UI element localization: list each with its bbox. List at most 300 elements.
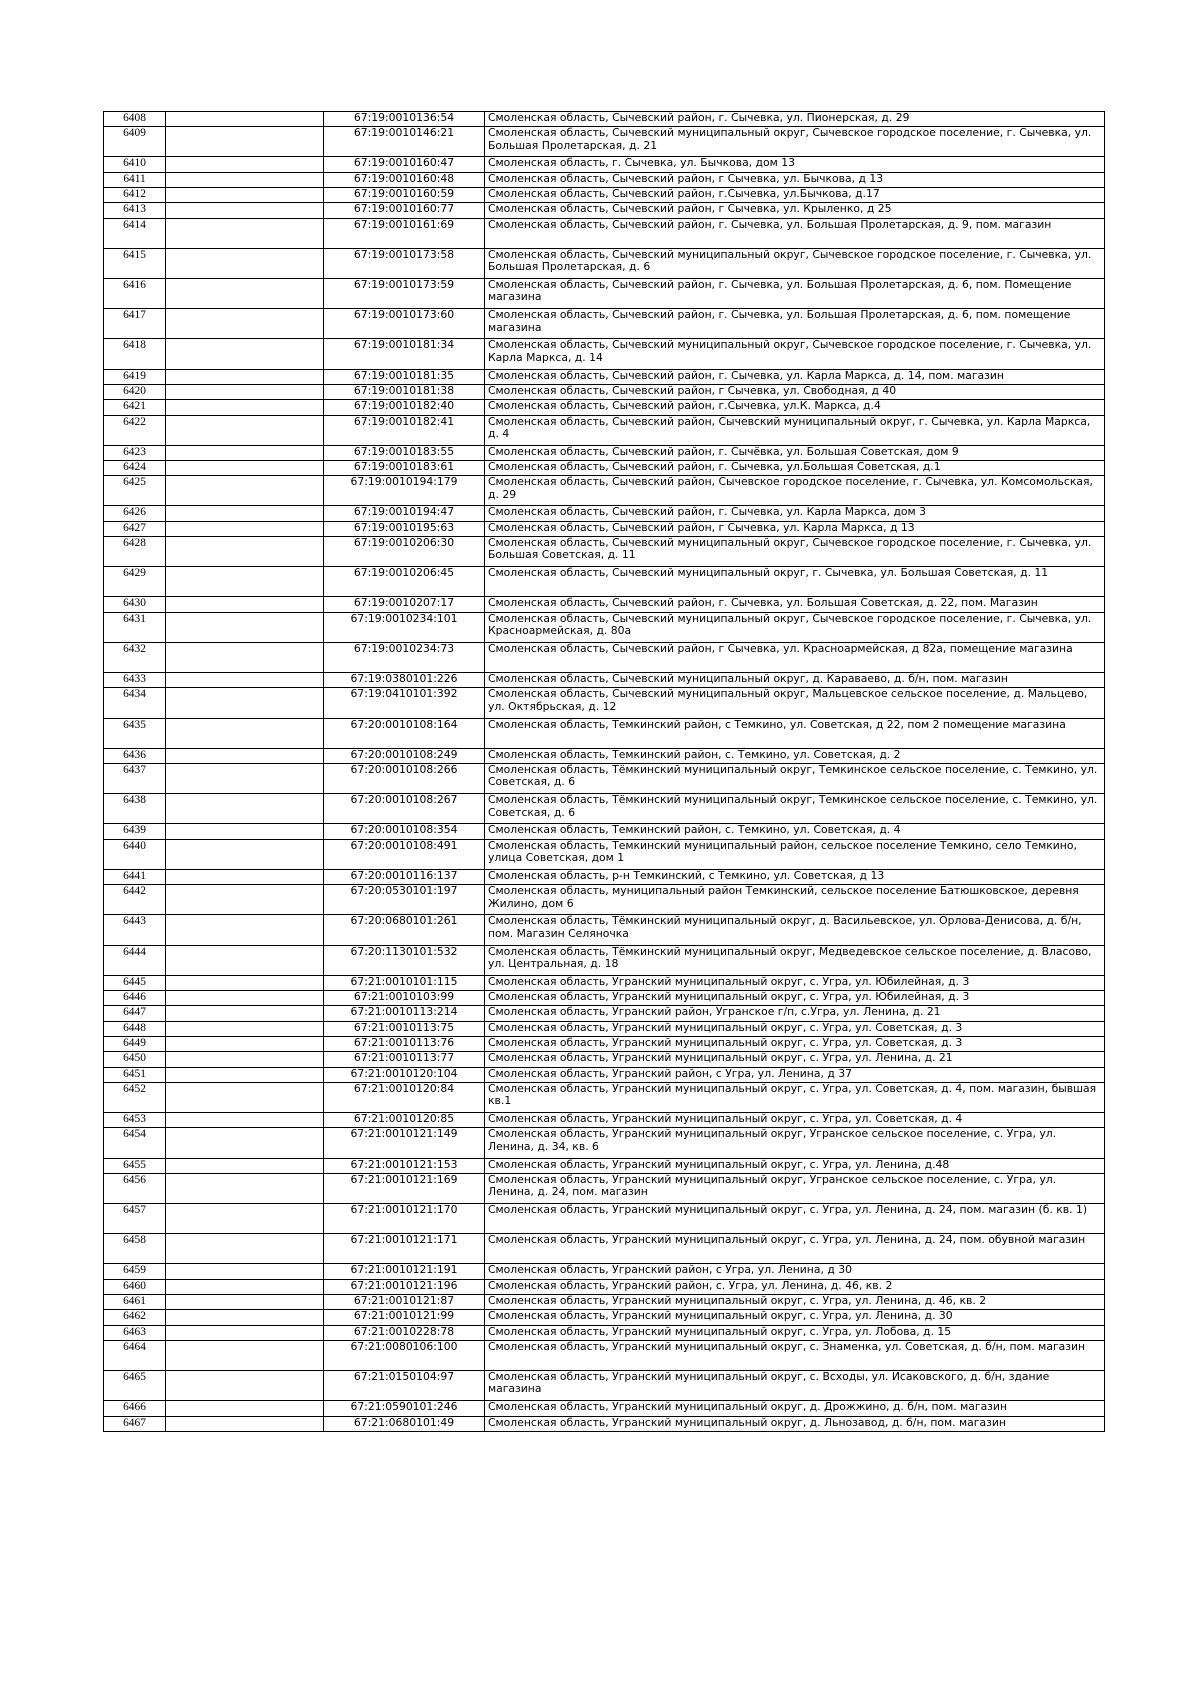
table-row (104, 1295, 1105, 1310)
empty-cell (166, 1006, 324, 1021)
row-number-cell: 6449 (104, 1036, 166, 1051)
cadastral-number-cell: 67:20:0010116:137 (324, 869, 485, 884)
empty-cell (166, 1325, 324, 1340)
empty-cell (166, 764, 324, 794)
cadastral-number-cell: 67:21:0010121:170 (324, 1204, 485, 1234)
cadastral-number-cell: 67:21:0010120:84 (324, 1082, 485, 1112)
address-cell: Смоленская область, Угранский муниципальный округ, с. Угра, ул. Советская, д. 3 (485, 1036, 1105, 1051)
row-number-cell: 6415 (104, 248, 166, 278)
row-number-cell: 6452 (104, 1082, 166, 1112)
empty-cell (166, 188, 324, 203)
table-row (104, 339, 1105, 369)
address-cell: Смоленская область, Сычевский район, г Сычевка, ул. Бычкова, д 13 (485, 172, 1105, 187)
cadastral-number-cell: 67:21:0590101:246 (324, 1401, 485, 1416)
empty-cell (166, 991, 324, 1006)
table-row (104, 915, 1105, 945)
empty-cell (166, 1204, 324, 1234)
table-row (104, 112, 1105, 127)
address-cell: Смоленская область, Угранский муниципальный округ, д. Дрожжино, д. б/н, пом. магазин (485, 1401, 1105, 1416)
row-number-cell: 6426 (104, 506, 166, 521)
table-row (104, 642, 1105, 672)
address-cell: Смоленская область, муниципальный район Темкинский, сельское поселение Батюшковское, деревня Жилино, дом 6 (485, 885, 1105, 915)
empty-cell (166, 673, 324, 688)
row-number-cell: 6464 (104, 1340, 166, 1370)
table-row (104, 188, 1105, 203)
address-cell: Смоленская область, Сычевский район, г. Сычевка, ул.Большая Советская, д.1 (485, 460, 1105, 475)
empty-cell (166, 975, 324, 990)
row-number-cell: 6466 (104, 1401, 166, 1416)
cadastral-number-cell: 67:21:0010121:196 (324, 1279, 485, 1294)
address-cell: Смоленская область, Угранский муниципальный округ, с. Угра, ул. Юбилейная, д. 3 (485, 991, 1105, 1006)
empty-cell (166, 567, 324, 597)
empty-cell (166, 1113, 324, 1128)
address-cell: Смоленская область, Сычевский район, г. Сычёвка, ул. Большая Советская, дом 9 (485, 445, 1105, 460)
cadastral-number-cell: 67:19:0010181:38 (324, 384, 485, 399)
row-number-cell: 6462 (104, 1310, 166, 1325)
address-cell: Смоленская область, Угранский муниципальный округ, с. Угра, ул. Ленина, д. 24, пом. магазин (б. кв. 1) (485, 1204, 1105, 1234)
row-number-cell: 6423 (104, 445, 166, 460)
table-row (104, 1279, 1105, 1294)
table-row (104, 718, 1105, 748)
address-cell: Смоленская область, Сычевский район, г. Сычевка, ул. Большая Советская, д. 22, пом. Магазин (485, 597, 1105, 612)
cadastral-number-cell: 67:20:0010108:164 (324, 718, 485, 748)
row-number-cell: 6416 (104, 279, 166, 309)
row-number-cell: 6412 (104, 188, 166, 203)
address-cell: Смоленская область, Сычевский район, г. Сычевка, ул. Большая Пролетарская, д. 6, пом. Помещение магазина (485, 279, 1105, 309)
empty-cell (166, 384, 324, 399)
address-cell: Смоленская область, Угранский муниципальный округ, с. Угра, ул. Ленина, д. 30 (485, 1310, 1105, 1325)
cadastral-number-cell: 67:19:0010195:63 (324, 521, 485, 536)
empty-cell (166, 794, 324, 824)
table-row (104, 172, 1105, 187)
cadastral-number-cell: 67:21:0680101:49 (324, 1416, 485, 1431)
address-cell: Смоленская область, Угранский муниципальный округ, д. Льнозавод, д. б/н, пом. магазин (485, 1416, 1105, 1431)
cadastral-number-cell: 67:19:0010136:54 (324, 112, 485, 127)
table-row (104, 839, 1105, 869)
row-number-cell: 6456 (104, 1173, 166, 1203)
empty-cell (166, 172, 324, 187)
row-number-cell: 6467 (104, 1416, 166, 1431)
cadastral-number-cell: 67:19:0010160:59 (324, 188, 485, 203)
address-cell: Смоленская область, Сычевский район, г. Сычевка, ул. Большая Пролетарская, д. 9, пом. магазин (485, 218, 1105, 248)
table-row (104, 1264, 1105, 1279)
empty-cell (166, 885, 324, 915)
cadastral-number-cell: 67:19:0010161:69 (324, 218, 485, 248)
cadastral-number-cell: 67:19:0010206:45 (324, 567, 485, 597)
address-cell: Смоленская область, Сычевский муниципальный округ, Сычевское городское поселение, г. Сычевка, ул. Карла Маркса, д. 14 (485, 339, 1105, 369)
address-cell: Смоленская область, Сычевский район, г.Сычевка, ул.Бычкова, д.17 (485, 188, 1105, 203)
row-number-cell: 6419 (104, 369, 166, 384)
table-row (104, 127, 1105, 157)
cadastral-number-cell: 67:21:0010121:99 (324, 1310, 485, 1325)
table-row (104, 1067, 1105, 1082)
table-row (104, 748, 1105, 763)
address-cell: Смоленская область, Сычевский муниципальный округ, Мальцевское сельское поселение, д. Мальцево, ул. Октябрьская, д. 12 (485, 688, 1105, 718)
table-row (104, 521, 1105, 536)
table-row (104, 1325, 1105, 1340)
empty-cell (166, 203, 324, 218)
address-cell: Смоленская область, р-н Темкинский, с Темкино, ул. Советская, д 13 (485, 869, 1105, 884)
cadastral-number-cell: 67:21:0010121:191 (324, 1264, 485, 1279)
table-row (104, 1052, 1105, 1067)
address-cell: Смоленская область, Темкинский район, с. Темкино, ул. Советская, д. 2 (485, 748, 1105, 763)
table-row (104, 991, 1105, 1006)
cadastral-number-cell: 67:19:0380101:226 (324, 673, 485, 688)
cadastral-number-cell: 67:20:1130101:532 (324, 945, 485, 975)
cadastral-number-cell: 67:21:0010120:85 (324, 1113, 485, 1128)
cadastral-number-cell: 67:19:0010181:34 (324, 339, 485, 369)
table-row (104, 369, 1105, 384)
cadastral-number-cell: 67:20:0010108:354 (324, 824, 485, 839)
table-row (104, 279, 1105, 309)
cadastral-number-cell: 67:19:0010181:35 (324, 369, 485, 384)
row-number-cell: 6418 (104, 339, 166, 369)
empty-cell (166, 521, 324, 536)
address-cell: Смоленская область, Сычевский муниципальный округ, Сычевское городское поселение, г. Сычевка, ул. Большая Советская, д. 11 (485, 537, 1105, 567)
address-cell: Смоленская область, Угранский муниципальный округ, с. Угра, ул. Ленина, д. 46, кв. 2 (485, 1295, 1105, 1310)
address-cell: Смоленская область, Сычевский муниципальный округ, Сычевское городское поселение, г. Сычевка, ул. Большая Пролетарская, д. 6 (485, 248, 1105, 278)
address-cell: Смоленская область, Угранский район, с Угра, ул. Ленина, д 37 (485, 1067, 1105, 1082)
empty-cell (166, 1279, 324, 1294)
table-row (104, 1234, 1105, 1264)
table-row (104, 1158, 1105, 1173)
row-number-cell: 6432 (104, 642, 166, 672)
empty-cell (166, 476, 324, 506)
address-cell: Смоленская область, Тёмкинский муниципальный округ, Темкинское сельское поселение, с. Темкино, ул. Советская, д. 6 (485, 764, 1105, 794)
row-number-cell: 6435 (104, 718, 166, 748)
table-row (104, 764, 1105, 794)
row-number-cell: 6437 (104, 764, 166, 794)
cadastral-number-cell: 67:21:0080106:100 (324, 1340, 485, 1370)
cadastral-number-cell: 67:19:0010146:21 (324, 127, 485, 157)
address-cell: Смоленская область, Угранский район, с. Угра, ул. Ленина, д. 46, кв. 2 (485, 1279, 1105, 1294)
table-row (104, 248, 1105, 278)
row-number-cell: 6447 (104, 1006, 166, 1021)
empty-cell (166, 688, 324, 718)
table-row (104, 157, 1105, 172)
table-row (104, 218, 1105, 248)
empty-cell (166, 415, 324, 445)
address-cell: Смоленская область, Сычевский муниципальный округ, Сычевское городское поселение, г. Сычевка, ул. Большая Пролетарская, д. 21 (485, 127, 1105, 157)
cadastral-number-cell: 67:19:0010194:47 (324, 506, 485, 521)
row-number-cell: 6431 (104, 612, 166, 642)
empty-cell (166, 839, 324, 869)
table-row (104, 612, 1105, 642)
address-cell: Смоленская область, Тёмкинский муниципальный округ, Медведевское сельское поселение, д. Власово, ул. Центральная, д. 18 (485, 945, 1105, 975)
empty-cell (166, 537, 324, 567)
cadastral-number-cell: 67:19:0010234:101 (324, 612, 485, 642)
cadastral-number-cell: 67:19:0010173:60 (324, 309, 485, 339)
address-cell: Смоленская область, Сычевский район, г. Сычевка, ул. Карла Маркса, д. 14, пом. магазин (485, 369, 1105, 384)
row-number-cell: 6409 (104, 127, 166, 157)
row-number-cell: 6417 (104, 309, 166, 339)
table-row (104, 673, 1105, 688)
table-row (104, 975, 1105, 990)
empty-cell (166, 612, 324, 642)
address-cell: Смоленская область, Угранский муниципальный округ, с. Угра, ул. Лобова, д. 15 (485, 1325, 1105, 1340)
empty-cell (166, 1128, 324, 1158)
cadastral-number-cell: 67:20:0010108:267 (324, 794, 485, 824)
row-number-cell: 6455 (104, 1158, 166, 1173)
cadastral-number-cell: 67:19:0010182:41 (324, 415, 485, 445)
table-row (104, 869, 1105, 884)
cadastral-number-cell: 67:19:0010160:48 (324, 172, 485, 187)
table-row (104, 1021, 1105, 1036)
table-row (104, 1416, 1105, 1431)
empty-cell (166, 218, 324, 248)
table-row (104, 1082, 1105, 1112)
empty-cell (166, 127, 324, 157)
empty-cell (166, 748, 324, 763)
row-number-cell: 6424 (104, 460, 166, 475)
empty-cell (166, 248, 324, 278)
cadastral-number-cell: 67:19:0010194:179 (324, 476, 485, 506)
cadastral-number-cell: 67:21:0010113:214 (324, 1006, 485, 1021)
row-number-cell: 6429 (104, 567, 166, 597)
row-number-cell: 6421 (104, 400, 166, 415)
empty-cell (166, 112, 324, 127)
empty-cell (166, 1310, 324, 1325)
empty-cell (166, 915, 324, 945)
cadastral-number-cell: 67:19:0010160:47 (324, 157, 485, 172)
row-number-cell: 6463 (104, 1325, 166, 1340)
table-row (104, 309, 1105, 339)
empty-cell (166, 1021, 324, 1036)
address-cell: Смоленская область, Темкинский муниципальный район, сельское поселение Темкино, село Темкино, улица Советская, дом 1 (485, 839, 1105, 869)
row-number-cell: 6457 (104, 1204, 166, 1234)
cadastral-number-cell: 67:21:0010121:153 (324, 1158, 485, 1173)
cadastral-number-cell: 67:21:0010103:99 (324, 991, 485, 1006)
cadastral-number-cell: 67:20:0010108:491 (324, 839, 485, 869)
empty-cell (166, 460, 324, 475)
row-number-cell: 6408 (104, 112, 166, 127)
cadastral-number-cell: 67:21:0010120:104 (324, 1067, 485, 1082)
empty-cell (166, 309, 324, 339)
table-row (104, 506, 1105, 521)
cadastral-number-cell: 67:20:0530101:197 (324, 885, 485, 915)
address-cell: Смоленская область, Угранский муниципальный округ, с. Угра, ул. Советская, д. 4 (485, 1113, 1105, 1128)
address-cell: Смоленская область, Сычевский район, г. Сычевка, ул. Пионерская, д. 29 (485, 112, 1105, 127)
empty-cell (166, 400, 324, 415)
table-row (104, 445, 1105, 460)
register-table-body (104, 112, 1105, 1432)
table-row (104, 885, 1105, 915)
empty-cell (166, 279, 324, 309)
address-cell: Смоленская область, Угранский муниципальный округ, с. Угра, ул. Ленина, д. 24, пом. обувной магазин (485, 1234, 1105, 1264)
address-cell: Смоленская область, Сычевский муниципальный округ, г. Сычевка, ул. Большая Советская, д. 11 (485, 567, 1105, 597)
empty-cell (166, 1264, 324, 1279)
cadastral-number-cell: 67:19:0010173:59 (324, 279, 485, 309)
table-row (104, 476, 1105, 506)
row-number-cell: 6445 (104, 975, 166, 990)
cadastral-number-cell: 67:19:0010160:77 (324, 203, 485, 218)
row-number-cell: 6453 (104, 1113, 166, 1128)
cadastral-number-cell: 67:20:0010108:249 (324, 748, 485, 763)
row-number-cell: 6446 (104, 991, 166, 1006)
address-cell: Смоленская область, Сычевский район, г Сычевка, ул. Красноармейская, д 82а, помещение магазина (485, 642, 1105, 672)
address-cell: Смоленская область, Сычевский район, Сычевское городское поселение, г. Сычевка, ул. Комсомольская, д. 29 (485, 476, 1105, 506)
row-number-cell: 6414 (104, 218, 166, 248)
table-row (104, 824, 1105, 839)
empty-cell (166, 824, 324, 839)
row-number-cell: 6425 (104, 476, 166, 506)
cadastral-number-cell: 67:21:0010121:87 (324, 1295, 485, 1310)
row-number-cell: 6420 (104, 384, 166, 399)
empty-cell (166, 157, 324, 172)
row-number-cell: 6430 (104, 597, 166, 612)
address-cell: Смоленская область, Угранский муниципальный округ, с. Угра, ул. Ленина, д.48 (485, 1158, 1105, 1173)
property-register-table (103, 111, 1105, 1432)
empty-cell (166, 1340, 324, 1370)
cadastral-number-cell: 67:19:0010206:30 (324, 537, 485, 567)
row-number-cell: 6465 (104, 1371, 166, 1401)
row-number-cell: 6411 (104, 172, 166, 187)
cadastral-number-cell: 67:21:0010121:149 (324, 1128, 485, 1158)
empty-cell (166, 1416, 324, 1431)
empty-cell (166, 1401, 324, 1416)
address-cell: Смоленская область, Сычевский район, г Сычевка, ул. Карла Маркса, д 13 (485, 521, 1105, 536)
empty-cell (166, 718, 324, 748)
address-cell: Смоленская область, Угранский муниципальный округ, с. Знаменка, ул. Советская, д. б/н, пом. магазин (485, 1340, 1105, 1370)
table-row (104, 537, 1105, 567)
address-cell: Смоленская область, Угранский район, Угранское г/п, с.Угра, ул. Ленина, д. 21 (485, 1006, 1105, 1021)
table-row (104, 1036, 1105, 1051)
address-cell: Смоленская область, Угранский муниципальный округ, с. Всходы, ул. Исаковского, д. б/н, здание магазина (485, 1371, 1105, 1401)
empty-cell (166, 1295, 324, 1310)
cadastral-number-cell: 67:21:0010113:75 (324, 1021, 485, 1036)
row-number-cell: 6444 (104, 945, 166, 975)
row-number-cell: 6461 (104, 1295, 166, 1310)
empty-cell (166, 869, 324, 884)
table-row (104, 1401, 1105, 1416)
row-number-cell: 6460 (104, 1279, 166, 1294)
cadastral-number-cell: 67:21:0010121:169 (324, 1173, 485, 1203)
table-row (104, 1340, 1105, 1370)
row-number-cell: 6434 (104, 688, 166, 718)
empty-cell (166, 945, 324, 975)
address-cell: Смоленская область, Сычевский муниципальный округ, д. Караваево, д. б/н, пом. магазин (485, 673, 1105, 688)
empty-cell (166, 445, 324, 460)
cadastral-number-cell: 67:21:0010121:171 (324, 1234, 485, 1264)
cadastral-number-cell: 67:19:0010183:61 (324, 460, 485, 475)
cadastral-number-cell: 67:21:0010228:78 (324, 1325, 485, 1340)
row-number-cell: 6459 (104, 1264, 166, 1279)
row-number-cell: 6428 (104, 537, 166, 567)
table-row (104, 1173, 1105, 1203)
table-row (104, 1204, 1105, 1234)
row-number-cell: 6436 (104, 748, 166, 763)
address-cell: Смоленская область, Угранский муниципальный округ, с. Угра, ул. Ленина, д. 21 (485, 1052, 1105, 1067)
address-cell: Смоленская область, Сычевский район, г Сычевка, ул. Крыленко, д 25 (485, 203, 1105, 218)
address-cell: Смоленская область, Сычевский район, г Сычевка, ул. Свободная, д 40 (485, 384, 1105, 399)
table-row (104, 415, 1105, 445)
empty-cell (166, 1036, 324, 1051)
row-number-cell: 6443 (104, 915, 166, 945)
table-row (104, 460, 1105, 475)
row-number-cell: 6410 (104, 157, 166, 172)
cadastral-number-cell: 67:21:0010101:115 (324, 975, 485, 990)
row-number-cell: 6448 (104, 1021, 166, 1036)
address-cell: Смоленская область, Угранский муниципальный округ, с. Угра, ул. Советская, д. 3 (485, 1021, 1105, 1036)
address-cell: Смоленская область, Тёмкинский муниципальный округ, Темкинское сельское поселение, с. Темкино, ул. Советская, д. 6 (485, 794, 1105, 824)
table-row (104, 203, 1105, 218)
cadastral-number-cell: 67:19:0010234:73 (324, 642, 485, 672)
row-number-cell: 6413 (104, 203, 166, 218)
cadastral-number-cell: 67:19:0010207:17 (324, 597, 485, 612)
empty-cell (166, 1158, 324, 1173)
cadastral-number-cell: 67:21:0150104:97 (324, 1371, 485, 1401)
row-number-cell: 6427 (104, 521, 166, 536)
row-number-cell: 6458 (104, 1234, 166, 1264)
row-number-cell: 6433 (104, 673, 166, 688)
row-number-cell: 6451 (104, 1067, 166, 1082)
table-row (104, 945, 1105, 975)
table-row (104, 1310, 1105, 1325)
table-row (104, 1006, 1105, 1021)
cadastral-number-cell: 67:20:0010108:266 (324, 764, 485, 794)
table-row (104, 567, 1105, 597)
address-cell: Смоленская область, г. Сычевка, ул. Бычкова, дом 13 (485, 157, 1105, 172)
row-number-cell: 6438 (104, 794, 166, 824)
empty-cell (166, 642, 324, 672)
empty-cell (166, 1173, 324, 1203)
empty-cell (166, 1371, 324, 1401)
empty-cell (166, 339, 324, 369)
address-cell: Смоленская область, Угранский муниципальный округ, Угранское сельское поселение, с. Угра, ул. Ленина, д. 34, кв. 6 (485, 1128, 1105, 1158)
cadastral-number-cell: 67:20:0680101:261 (324, 915, 485, 945)
cadastral-number-cell: 67:19:0410101:392 (324, 688, 485, 718)
table-row (104, 384, 1105, 399)
address-cell: Смоленская область, Сычевский район, г. Сычевка, ул. Большая Пролетарская, д. 6, пом. помещение магазина (485, 309, 1105, 339)
table-row (104, 794, 1105, 824)
address-cell: Смоленская область, Темкинский район, с Темкино, ул. Советская, д 22, пом 2 помещение магазина (485, 718, 1105, 748)
address-cell: Смоленская область, Темкинский район, с. Темкино, ул. Советская, д. 4 (485, 824, 1105, 839)
empty-cell (166, 597, 324, 612)
row-number-cell: 6441 (104, 869, 166, 884)
row-number-cell: 6422 (104, 415, 166, 445)
empty-cell (166, 1052, 324, 1067)
row-number-cell: 6439 (104, 824, 166, 839)
table-row (104, 1128, 1105, 1158)
address-cell: Смоленская область, Сычевский район, г. Сычевка, ул. Карла Маркса, дом 3 (485, 506, 1105, 521)
address-cell: Смоленская область, Угранский муниципальный округ, Угранское сельское поселение, с. Угра, ул. Ленина, д. 24, пом. магазин (485, 1173, 1105, 1203)
empty-cell (166, 369, 324, 384)
cadastral-number-cell: 67:21:0010113:77 (324, 1052, 485, 1067)
row-number-cell: 6454 (104, 1128, 166, 1158)
empty-cell (166, 1067, 324, 1082)
address-cell: Смоленская область, Угранский муниципальный округ, с. Угра, ул. Юбилейная, д. 3 (485, 975, 1105, 990)
table-row (104, 1113, 1105, 1128)
row-number-cell: 6440 (104, 839, 166, 869)
table-row (104, 400, 1105, 415)
row-number-cell: 6450 (104, 1052, 166, 1067)
cadastral-number-cell: 67:19:0010173:58 (324, 248, 485, 278)
address-cell: Смоленская область, Тёмкинский муниципальный округ, д. Васильевское, ул. Орлова-Денисова, д. б/н, пом. Магазин Селяночка (485, 915, 1105, 945)
cadastral-number-cell: 67:21:0010113:76 (324, 1036, 485, 1051)
cadastral-number-cell: 67:19:0010183:55 (324, 445, 485, 460)
row-number-cell: 6442 (104, 885, 166, 915)
address-cell: Смоленская область, Сычевский район, Сычевский муниципальный округ, г. Сычевка, ул. Карла Маркса, д. 4 (485, 415, 1105, 445)
empty-cell (166, 506, 324, 521)
empty-cell (166, 1082, 324, 1112)
address-cell: Смоленская область, Угранский муниципальный округ, с. Угра, ул. Советская, д. 4, пом. магазин, бывшая кв.1 (485, 1082, 1105, 1112)
address-cell: Смоленская область, Сычевский район, г.Сычевка, ул.К. Маркса, д.4 (485, 400, 1105, 415)
address-cell: Смоленская область, Угранский район, с Угра, ул. Ленина, д 30 (485, 1264, 1105, 1279)
table-row (104, 688, 1105, 718)
address-cell: Смоленская область, Сычевский муниципальный округ, Сычевское городское поселение, г. Сычевка, ул. Красноармейская, д. 80а (485, 612, 1105, 642)
cadastral-number-cell: 67:19:0010182:40 (324, 400, 485, 415)
table-row (104, 597, 1105, 612)
